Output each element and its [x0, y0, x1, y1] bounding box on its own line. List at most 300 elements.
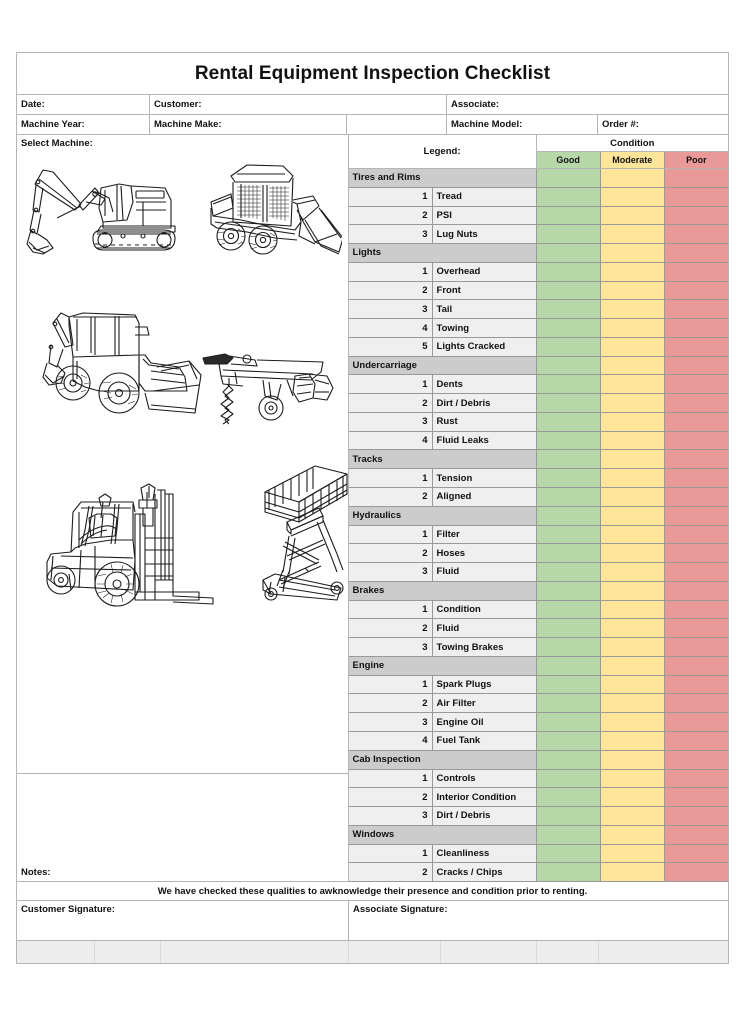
condition-cells — [537, 657, 728, 676]
condition-cell-moderate[interactable] — [601, 863, 665, 882]
condition-cell-moderate[interactable] — [601, 751, 665, 770]
condition-cell-moderate[interactable] — [601, 338, 665, 357]
checklist-section-header — [349, 507, 728, 526]
machine-illustrations — [17, 150, 348, 774]
checklist-section-header — [349, 826, 728, 845]
condition-cell-poor[interactable] — [665, 526, 728, 545]
section-title: Brakes — [349, 582, 537, 601]
item-name: Tail — [436, 303, 453, 315]
condition-cell-moderate[interactable] — [601, 638, 665, 657]
condition-cell-poor[interactable] — [665, 788, 728, 807]
condition-cells — [537, 544, 728, 563]
condition-cell-good[interactable] — [537, 770, 601, 789]
item-label — [349, 638, 537, 657]
condition-cells — [537, 319, 728, 338]
condition-cell-moderate[interactable] — [601, 788, 665, 807]
checklist-item-row — [349, 638, 728, 657]
condition-cells — [537, 413, 728, 432]
field-machine-model[interactable]: Machine Model: — [447, 115, 598, 134]
item-label — [349, 432, 537, 451]
condition-cell-poor[interactable] — [665, 263, 728, 282]
bottom-strip-cell — [537, 941, 599, 963]
item-number: 4 — [349, 319, 433, 337]
item-number: 1 — [349, 188, 433, 206]
condition-cell-moderate[interactable] — [601, 282, 665, 301]
condition-cells — [537, 375, 728, 394]
condition-cells — [537, 694, 728, 713]
checklist-item-row — [349, 770, 728, 789]
condition-cells — [537, 845, 728, 864]
condition-cell-poor[interactable] — [665, 638, 728, 657]
checklist-item-row — [349, 207, 728, 226]
condition-cell-poor[interactable] — [665, 432, 728, 451]
checklist-item-row — [349, 432, 728, 451]
condition-cell-poor[interactable] — [665, 357, 728, 376]
item-name: Engine Oil — [436, 716, 484, 728]
condition-cell-good[interactable] — [537, 319, 601, 338]
item-name: Cracks / Chips — [436, 866, 503, 878]
item-label — [349, 732, 537, 751]
item-label — [349, 619, 537, 638]
checklist-item-row — [349, 394, 728, 413]
condition-cell-poor[interactable] — [665, 863, 728, 882]
checklist-item-row — [349, 713, 728, 732]
condition-cells — [537, 863, 728, 882]
item-name: Condition — [436, 603, 481, 615]
checklist-item-row — [349, 413, 728, 432]
condition-cell-good[interactable] — [537, 188, 601, 207]
item-label — [349, 526, 537, 545]
condition-cell-good[interactable] — [537, 282, 601, 301]
item-label — [349, 319, 537, 338]
item-name: Filter — [436, 528, 460, 540]
condition-cell-good[interactable] — [537, 582, 601, 601]
condition-cell-moderate[interactable] — [601, 732, 665, 751]
condition-cell-moderate[interactable] — [601, 563, 665, 582]
checklist-sheet — [16, 52, 729, 964]
condition-cell-good[interactable] — [537, 657, 601, 676]
checklist-section-header — [349, 751, 728, 770]
item-label — [349, 188, 537, 207]
field-machine-make[interactable]: Machine Make: — [150, 115, 347, 134]
condition-cells — [537, 244, 728, 263]
item-label — [349, 563, 537, 582]
field-date[interactable]: Date: — [17, 95, 150, 114]
item-label — [349, 394, 537, 413]
item-label — [349, 225, 537, 244]
item-label — [349, 207, 537, 226]
condition-cell-poor[interactable] — [665, 282, 728, 301]
legend-header — [349, 135, 728, 169]
condition-cell-poor[interactable] — [665, 619, 728, 638]
checklist-section-header — [349, 582, 728, 601]
condition-cell-good[interactable] — [537, 732, 601, 751]
condition-cell-moderate[interactable] — [601, 526, 665, 545]
condition-cell-moderate[interactable] — [601, 413, 665, 432]
item-number: 2 — [349, 619, 433, 637]
sheet-body — [17, 135, 728, 882]
item-name: Tread — [436, 191, 462, 203]
condition-cell-moderate[interactable] — [601, 845, 665, 864]
condition-cell-moderate[interactable] — [601, 619, 665, 638]
condition-cells — [537, 526, 728, 545]
item-number: 5 — [349, 338, 433, 356]
condition-cell-good[interactable] — [537, 413, 601, 432]
checklist-item-row — [349, 319, 728, 338]
condition-cell-good[interactable] — [537, 300, 601, 319]
condition-cells — [537, 300, 728, 319]
item-number: 3 — [349, 225, 433, 243]
bottom-strip-cell — [349, 941, 441, 963]
towable-auger-icon[interactable] — [199, 348, 339, 428]
condition-cells — [537, 282, 728, 301]
legend-label: Legend: — [349, 135, 537, 168]
bottom-strip-cell — [441, 941, 537, 963]
condition-cells — [537, 713, 728, 732]
condition-cell-moderate[interactable] — [601, 544, 665, 563]
item-number: 2 — [349, 788, 433, 806]
condition-cell-good[interactable] — [537, 338, 601, 357]
item-number: 2 — [349, 694, 433, 712]
condition-cell-poor[interactable] — [665, 188, 728, 207]
checklist-item-row — [349, 225, 728, 244]
signature-row — [17, 901, 728, 941]
checklist-pane — [349, 135, 728, 882]
title-row — [17, 53, 728, 95]
associate-signature-field[interactable]: Associate Signature: — [353, 904, 448, 916]
condition-cells — [537, 263, 728, 282]
condition-cells — [537, 488, 728, 507]
condition-cell-poor[interactable] — [665, 601, 728, 620]
item-label — [349, 694, 537, 713]
condition-cell-good[interactable] — [537, 488, 601, 507]
notes-box[interactable] — [17, 774, 348, 882]
bottom-strip-cell — [95, 941, 161, 963]
item-name: Spark Plugs — [436, 679, 492, 691]
checklist-item-row — [349, 807, 728, 826]
checklist-item-row — [349, 526, 728, 545]
condition-cell-moderate[interactable] — [601, 357, 665, 376]
condition-cell-poor[interactable] — [665, 450, 728, 469]
condition-header-poor: Poor — [665, 152, 728, 168]
condition-cell-good[interactable] — [537, 807, 601, 826]
item-name: Dirt / Debris — [436, 397, 491, 409]
condition-cell-good[interactable] — [537, 619, 601, 638]
item-name: Overhead — [436, 266, 481, 278]
item-name: Hoses — [436, 547, 466, 559]
condition-cells — [537, 169, 728, 188]
condition-cells — [537, 338, 728, 357]
item-label — [349, 601, 537, 620]
condition-cell-moderate[interactable] — [601, 657, 665, 676]
condition-cell-poor[interactable] — [665, 713, 728, 732]
condition-cell-good[interactable] — [537, 713, 601, 732]
checklist-item-row — [349, 375, 728, 394]
condition-cell-moderate[interactable] — [601, 582, 665, 601]
checklist-item-row — [349, 544, 728, 563]
item-label — [349, 788, 537, 807]
condition-cell-moderate[interactable] — [601, 300, 665, 319]
checklist-item-row — [349, 676, 728, 695]
section-title: Lights — [349, 244, 537, 263]
forklift-icon[interactable] — [37, 480, 237, 615]
condition-cell-moderate[interactable] — [601, 244, 665, 263]
condition-cell-good[interactable] — [537, 169, 601, 188]
item-number: 3 — [349, 713, 433, 731]
condition-cell-poor[interactable] — [665, 563, 728, 582]
item-number: 1 — [349, 676, 433, 694]
field-order-number[interactable]: Order #: — [602, 119, 639, 130]
condition-cell-poor[interactable] — [665, 544, 728, 563]
item-number: 1 — [349, 263, 433, 281]
condition-cell-moderate[interactable] — [601, 394, 665, 413]
excavator-icon[interactable] — [23, 158, 183, 278]
condition-cell-good[interactable] — [537, 375, 601, 394]
condition-cells — [537, 807, 728, 826]
select-machine-label: Select Machine: — [21, 138, 93, 149]
condition-cells — [537, 732, 728, 751]
condition-cell-good[interactable] — [537, 826, 601, 845]
condition-cells — [537, 469, 728, 488]
condition-cell-poor[interactable] — [665, 244, 728, 263]
condition-cell-good[interactable] — [537, 469, 601, 488]
condition-cell-good[interactable] — [537, 694, 601, 713]
condition-cell-good[interactable] — [537, 788, 601, 807]
condition-label: Condition — [537, 135, 728, 152]
field-associate[interactable]: Associate: — [451, 99, 500, 110]
item-name: Air Filter — [436, 697, 476, 709]
checklist-item-row — [349, 469, 728, 488]
condition-cell-poor[interactable] — [665, 375, 728, 394]
condition-cell-good[interactable] — [537, 676, 601, 695]
condition-cell-good[interactable] — [537, 526, 601, 545]
skid-steer-loader-icon[interactable] — [197, 160, 342, 280]
condition-cell-poor[interactable] — [665, 338, 728, 357]
condition-cells — [537, 676, 728, 695]
item-label — [349, 770, 537, 789]
condition-cell-moderate[interactable] — [601, 169, 665, 188]
condition-cell-moderate[interactable] — [601, 469, 665, 488]
checklist-item-row — [349, 263, 728, 282]
condition-cells — [537, 582, 728, 601]
condition-cell-poor[interactable] — [665, 751, 728, 770]
item-number: 1 — [349, 375, 433, 393]
condition-cells — [537, 207, 728, 226]
condition-cell-moderate[interactable] — [601, 225, 665, 244]
item-label — [349, 413, 537, 432]
condition-cells — [537, 601, 728, 620]
page-title: Rental Equipment Inspection Checklist — [194, 62, 551, 84]
condition-cell-poor[interactable] — [665, 507, 728, 526]
checklist-item-row — [349, 338, 728, 357]
condition-cells — [537, 788, 728, 807]
condition-cells — [537, 394, 728, 413]
condition-cell-moderate[interactable] — [601, 694, 665, 713]
condition-cell-poor[interactable] — [665, 225, 728, 244]
item-label — [349, 488, 537, 507]
condition-cell-good[interactable] — [537, 845, 601, 864]
condition-cell-poor[interactable] — [665, 394, 728, 413]
acknowledgement-text: We have checked these qualities to awknowledge their presence and condition prior to renting. — [17, 882, 728, 901]
condition-cell-poor[interactable] — [665, 694, 728, 713]
customer-signature-field[interactable]: Customer Signature: — [17, 901, 349, 940]
condition-cell-poor[interactable] — [665, 845, 728, 864]
backhoe-loader-icon[interactable] — [39, 305, 204, 435]
machine-select-pane — [17, 135, 349, 882]
checklist-item-row — [349, 788, 728, 807]
item-name: Lights Cracked — [436, 341, 506, 353]
item-name: Front — [436, 284, 461, 296]
bottom-strip-cell — [599, 941, 728, 963]
notes-label: Notes: — [21, 867, 51, 879]
checklist-section-header — [349, 657, 728, 676]
item-name: Lug Nuts — [436, 228, 478, 240]
item-name: Aligned — [436, 491, 472, 503]
condition-cell-good[interactable] — [537, 751, 601, 770]
item-label — [349, 676, 537, 695]
condition-cell-poor[interactable] — [665, 300, 728, 319]
section-title: Tracks — [349, 450, 537, 469]
condition-cell-good[interactable] — [537, 207, 601, 226]
item-label — [349, 469, 537, 488]
item-name: Controls — [436, 772, 476, 784]
condition-cell-good[interactable] — [537, 263, 601, 282]
condition-cell-poor[interactable] — [665, 488, 728, 507]
item-name: Fuel Tank — [436, 735, 481, 747]
condition-header-moderate: Moderate — [601, 152, 665, 168]
item-number: 1 — [349, 601, 433, 619]
section-title: Hydraulics — [349, 507, 537, 526]
condition-cell-poor[interactable] — [665, 657, 728, 676]
checklist-item-row — [349, 563, 728, 582]
condition-cell-moderate[interactable] — [601, 207, 665, 226]
header-row-date-customer-associate — [17, 95, 728, 115]
condition-cell-poor[interactable] — [665, 732, 728, 751]
condition-cell-good[interactable] — [537, 544, 601, 563]
bottom-strip-cell — [161, 941, 349, 963]
condition-cell-moderate[interactable] — [601, 601, 665, 620]
condition-cells — [537, 188, 728, 207]
field-spacer — [347, 115, 447, 134]
condition-cell-poor[interactable] — [665, 413, 728, 432]
item-name: Cleanliness — [436, 847, 490, 859]
item-label — [349, 863, 537, 882]
condition-cell-poor[interactable] — [665, 582, 728, 601]
condition-cell-good[interactable] — [537, 601, 601, 620]
condition-cell-poor[interactable] — [665, 207, 728, 226]
item-label — [349, 263, 537, 282]
condition-cell-moderate[interactable] — [601, 432, 665, 451]
item-number: 4 — [349, 432, 433, 450]
condition-cells — [537, 770, 728, 789]
field-customer[interactable]: Customer: — [150, 95, 447, 114]
item-name: Fluid — [436, 566, 460, 578]
condition-cells — [537, 432, 728, 451]
scissor-lift-icon[interactable] — [249, 460, 354, 605]
condition-cell-good[interactable] — [537, 225, 601, 244]
item-number: 2 — [349, 544, 433, 562]
item-label — [349, 375, 537, 394]
condition-cells — [537, 357, 728, 376]
condition-cell-poor[interactable] — [665, 676, 728, 695]
condition-cell-poor[interactable] — [665, 826, 728, 845]
condition-cell-moderate[interactable] — [601, 188, 665, 207]
checklist-item-row — [349, 732, 728, 751]
condition-cell-poor[interactable] — [665, 770, 728, 789]
section-title: Engine — [349, 657, 537, 676]
condition-cell-moderate[interactable] — [601, 826, 665, 845]
field-machine-year[interactable]: Machine Year: — [17, 115, 150, 134]
item-number: 2 — [349, 282, 433, 300]
condition-cell-poor[interactable] — [665, 319, 728, 338]
bottom-strip — [17, 941, 728, 963]
condition-cell-moderate[interactable] — [601, 375, 665, 394]
item-name: Towing Brakes — [436, 641, 504, 653]
condition-cell-moderate[interactable] — [601, 507, 665, 526]
condition-cell-good[interactable] — [537, 638, 601, 657]
item-number: 2 — [349, 863, 433, 881]
condition-cell-moderate[interactable] — [601, 319, 665, 338]
condition-cell-poor[interactable] — [665, 807, 728, 826]
condition-cell-moderate[interactable] — [601, 263, 665, 282]
checklist-item-row — [349, 188, 728, 207]
header-row-machine-info — [17, 115, 728, 135]
item-number: 1 — [349, 469, 433, 487]
condition-cell-moderate[interactable] — [601, 450, 665, 469]
condition-cell-good[interactable] — [537, 357, 601, 376]
condition-cell-good[interactable] — [537, 394, 601, 413]
item-label — [349, 713, 537, 732]
condition-cell-good[interactable] — [537, 507, 601, 526]
condition-cell-good[interactable] — [537, 450, 601, 469]
item-number: 3 — [349, 807, 433, 825]
item-name: Dents — [436, 378, 463, 390]
item-name: Fluid — [436, 622, 460, 634]
condition-cells — [537, 751, 728, 770]
item-number: 2 — [349, 207, 433, 225]
condition-cell-moderate[interactable] — [601, 807, 665, 826]
condition-cell-good[interactable] — [537, 863, 601, 882]
condition-cell-moderate[interactable] — [601, 676, 665, 695]
checklist-section-header — [349, 450, 728, 469]
item-label — [349, 544, 537, 563]
item-number: 1 — [349, 845, 433, 863]
section-title: Windows — [349, 826, 537, 845]
condition-cell-good[interactable] — [537, 563, 601, 582]
checklist-item-row — [349, 282, 728, 301]
checklist-item-row — [349, 601, 728, 620]
item-number: 2 — [349, 394, 433, 412]
item-number: 4 — [349, 732, 433, 750]
item-name: Rust — [436, 416, 458, 428]
condition-cells — [537, 638, 728, 657]
item-label — [349, 282, 537, 301]
item-name: Fluid Leaks — [436, 435, 489, 447]
condition-cell-poor[interactable] — [665, 169, 728, 188]
item-label — [349, 807, 537, 826]
condition-cell-good[interactable] — [537, 432, 601, 451]
condition-cell-poor[interactable] — [665, 469, 728, 488]
condition-cell-moderate[interactable] — [601, 713, 665, 732]
item-number: 2 — [349, 488, 433, 506]
condition-cell-good[interactable] — [537, 244, 601, 263]
condition-cells — [537, 450, 728, 469]
item-number: 3 — [349, 638, 433, 656]
condition-cell-moderate[interactable] — [601, 488, 665, 507]
condition-cell-moderate[interactable] — [601, 770, 665, 789]
checklist-item-row — [349, 619, 728, 638]
item-name: Tension — [436, 472, 473, 484]
